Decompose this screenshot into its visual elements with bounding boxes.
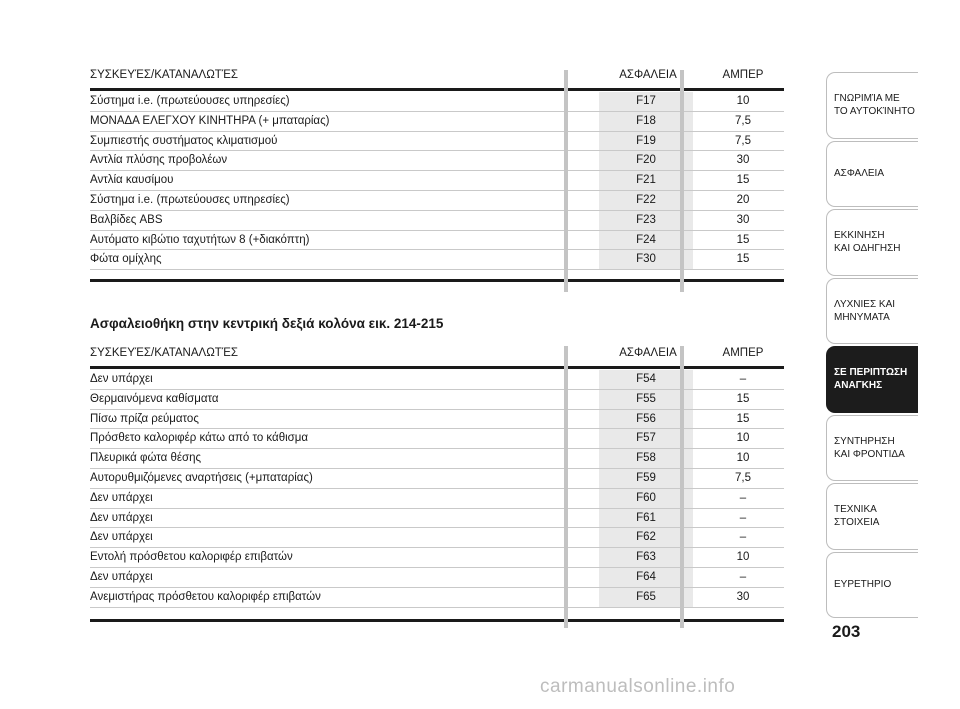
cell-amp: 30	[736, 213, 750, 226]
header-fuse: ΑΣΦΑΛΕΙΑ	[619, 69, 677, 81]
cell-fuse: F62	[599, 528, 693, 547]
cell-fuse: F21	[599, 171, 693, 190]
cell-amp: 15	[736, 174, 750, 187]
header-fuse: ΑΣΦΑΛΕΙΑ	[619, 347, 677, 359]
header-amp: ΑΜΠΕΡ	[722, 347, 764, 359]
chapter-tab[interactable]: ΛΥΧΝΙΕΣ ΚΑΙ ΜΗΝΥΜΑΤΑ	[826, 278, 918, 345]
cell-device: Σύστημα i.e. (πρωτεύουσες υπηρεσίες)	[90, 95, 290, 107]
cell-amp: 15	[736, 233, 750, 246]
cell-device: Δεν υπάρχει	[90, 491, 153, 504]
cell-amp: 15	[736, 412, 750, 425]
cell-fuse: F57	[599, 429, 693, 448]
cell-amp: 7,5	[735, 471, 751, 484]
cell-fuse: F60	[599, 489, 693, 508]
cell-device: Αυτορυθμιζόμενες αναρτήσεις (+μπαταρίας)	[90, 471, 313, 484]
cell-amp: 7,5	[735, 134, 751, 147]
cell-fuse: F23	[599, 211, 693, 230]
cell-fuse: F56	[599, 410, 693, 429]
cell-fuse: F61	[599, 509, 693, 528]
cell-amp: 10	[736, 432, 750, 445]
header-device: ΣΥΣΚΕΥΈΣ/ΚΑΤΑΝΑΛΩΤΈΣ	[90, 347, 238, 359]
cell-amp: –	[739, 491, 747, 504]
cell-device: Δεν υπάρχει	[90, 511, 153, 524]
cell-fuse: F17	[599, 92, 693, 111]
section-title: Ασφαλειοθήκη στην κεντρική δεξιά κολόνα εικ. 214-215	[90, 316, 444, 331]
column-divider	[680, 346, 684, 628]
cell-device: Δεν υπάρχει	[90, 531, 153, 544]
chapter-tab[interactable]: ΣΕ ΠΕΡΙΠΤΩΣΗ ΑΝΑΓΚΗΣ	[826, 346, 918, 413]
page-number: 203	[832, 622, 861, 641]
column-divider	[564, 70, 568, 292]
header-amp: ΑΜΠΕΡ	[722, 69, 764, 81]
chapter-tab[interactable]: ΤΕΧΝΙΚΑ ΣΤΟΙΧΕΙΑ	[826, 483, 918, 550]
cell-amp: –	[739, 511, 747, 524]
cell-amp: –	[739, 570, 747, 583]
column-divider	[680, 70, 684, 292]
cell-amp: 10	[736, 551, 750, 564]
cell-device: Δεν υπάρχει	[90, 570, 153, 583]
cell-amp: 15	[736, 392, 750, 405]
cell-amp: 7,5	[735, 114, 751, 127]
cell-device: Πλευρικά φώτα θέσης	[90, 452, 202, 465]
cell-amp: 15	[736, 253, 750, 266]
cell-device: Ανεμιστήρας πρόσθετου καλοριφέρ επιβατών	[90, 590, 321, 603]
cell-device: Βαλβίδες ABS	[90, 213, 163, 226]
cell-device: Αντλία καυσίμου	[90, 174, 174, 187]
cell-device: Αυτόματο κιβώτιο ταχυτήτων 8 (+διακόπτη)	[90, 233, 310, 246]
cell-fuse: F58	[599, 449, 693, 468]
chapter-tab[interactable]: ΑΣΦΑΛΕΙΑ	[826, 141, 918, 208]
cell-device: Πρόσθετο καλοριφέρ κάτω από το κάθισμα	[90, 432, 309, 445]
cell-fuse: F18	[599, 112, 693, 131]
cell-fuse: F55	[599, 390, 693, 409]
cell-amp: 20	[736, 193, 750, 206]
cell-fuse: F24	[599, 231, 693, 250]
watermark: carmanualsonline.info	[540, 676, 736, 697]
cell-amp: 30	[736, 590, 750, 603]
cell-device: ΜΟΝΑΔΑ ΕΛΕΓΧΟΥ ΚΙΝΗΤΗΡΑ (+ μπαταρίας)	[90, 114, 330, 127]
chapter-tabs	[826, 72, 918, 620]
chapter-tab[interactable]: ΣΥΝΤΗΡΗΣΗ ΚΑΙ ΦΡΟΝΤΙΔΑ	[826, 415, 918, 482]
chapter-tab[interactable]: ΕΥΡΕΤΗΡΙΟ	[826, 552, 918, 619]
header-device: ΣΥΣΚΕΥΈΣ/ΚΑΤΑΝΑΛΩΤΈΣ	[90, 69, 238, 81]
cell-fuse: F19	[599, 132, 693, 151]
cell-amp: 10	[736, 452, 750, 465]
chapter-tab[interactable]: ΓΝΩΡΙΜΊΑ ΜΕ ΤΟ ΑΥΤΟΚΊΝΗΤΟ	[826, 72, 918, 139]
cell-device: Αντλία πλύσης προβολέων	[90, 154, 228, 167]
chapter-tab[interactable]: ΕΚΚΙΝΗΣΗ ΚΑΙ ΟΔΗΓΗΣΗ	[826, 209, 918, 276]
cell-fuse: F65	[599, 588, 693, 607]
cell-amp: 30	[736, 154, 750, 167]
cell-fuse: F64	[599, 568, 693, 587]
column-divider	[564, 346, 568, 628]
cell-device: Θερμαινόμενα καθίσματα	[90, 392, 219, 405]
cell-device: Σύστημα i.e. (πρωτεύουσες υπηρεσίες)	[90, 193, 290, 206]
cell-device: Φώτα ομίχλης	[90, 253, 162, 266]
cell-fuse: F63	[599, 548, 693, 567]
cell-fuse: F20	[599, 151, 693, 170]
cell-fuse: F30	[599, 250, 693, 269]
cell-device: Πίσω πρίζα ρεύματος	[90, 412, 199, 425]
cell-amp: –	[739, 531, 747, 544]
cell-device: Εντολή πρόσθετου καλοριφέρ επιβατών	[90, 551, 293, 564]
cell-device: Συμπιεστής συστήματος κλιματισμού	[90, 134, 278, 147]
cell-amp: –	[739, 373, 747, 385]
cell-fuse: F59	[599, 469, 693, 488]
cell-device: Δεν υπάρχει	[90, 373, 153, 385]
cell-fuse: F54	[599, 370, 693, 389]
cell-amp: 10	[736, 95, 750, 107]
cell-fuse: F22	[599, 191, 693, 210]
